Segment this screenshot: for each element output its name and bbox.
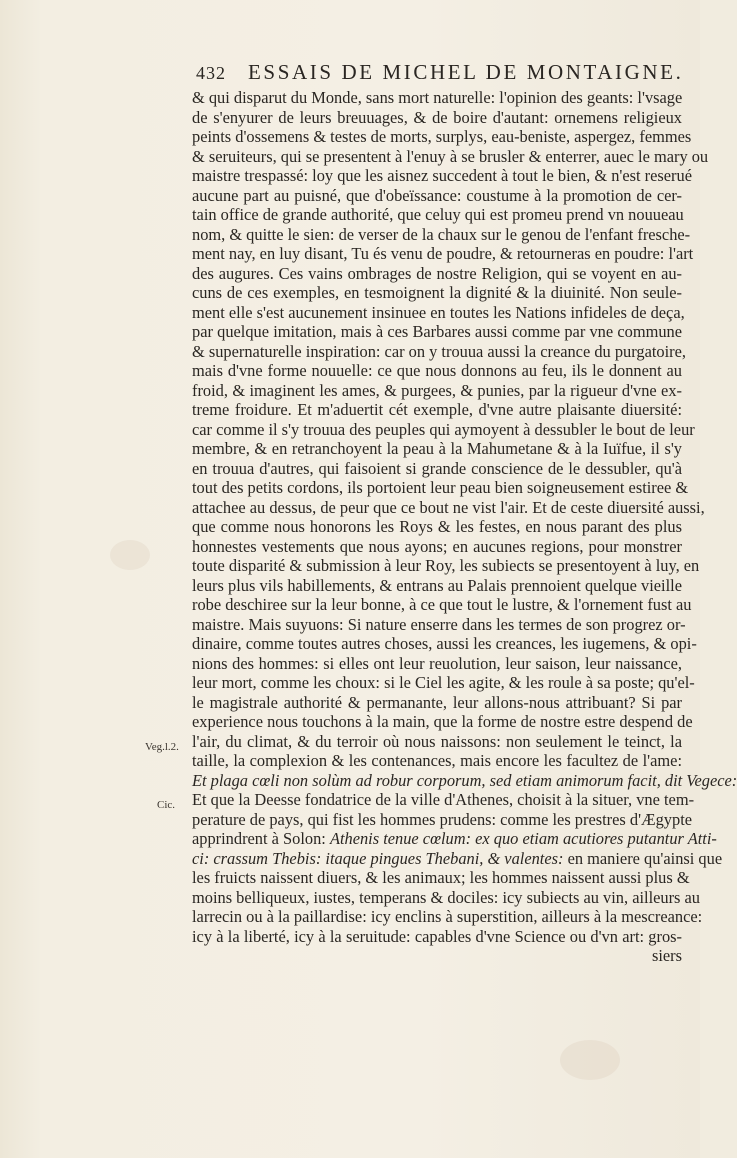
- text-line: peints d'ossemens & testes de morts, surplys, eau-beniste, aspergez, femmes: [192, 127, 692, 146]
- text-line: apprindrent à Solon: Athenis tenue cœlum: ex quo etiam acutiores putantur Atti-: [192, 829, 717, 848]
- text-line: car comme il s'y trouua des peuples qui aymoyent à dessubler le bout de leur: [192, 419, 695, 439]
- text-line: toute disparité & submission à leur Roy, les subiects se presentoyent à luy, en: [192, 556, 700, 575]
- page-header: [196, 60, 684, 86]
- paper-stain: [560, 1040, 620, 1080]
- text-line: icy à la liberté, icy à la seruitude: capables d'vne Science ou d'vn art: gros-: [192, 926, 682, 946]
- text-line: membre, & en retranchoyent la peau à la Mahumetane & à la Iuïfue, il s'y: [192, 439, 682, 458]
- text-line: leurs plus vils habillements, & entrans au Palais prennoient quelque vieille: [192, 575, 682, 595]
- text-line: maistre trespassé: loy que les aisnez succedent à tout le bien, & n'est reserué: [192, 166, 692, 185]
- text-line: mais d'vne forme nouuelle: ce que nous donnons au feu, ils le donnent au: [192, 361, 682, 380]
- text-line: froid, & imaginent les ames, & purgees, & punies, par la rigueur d'vne ex-: [192, 380, 682, 400]
- text-line: les fruicts naissent diuers, & les animaux; les hommes naissent aussi plus &: [192, 868, 690, 887]
- text-line: des augures. Ces vains ombrages de nostre Religion, qui se voyent en au-: [192, 263, 682, 283]
- text-line: dinaire, comme toutes autres choses, aussi les creances, les iugemens, & opi-: [192, 634, 697, 653]
- text-line: ment nay, en luy disant, Tu és venu de poudre, & retourneras en poudre: l'art: [192, 244, 694, 263]
- paper-stain: [110, 540, 150, 570]
- text-line: & seruiteurs, qui se presentent à l'enuy à se brusler & enterrer, auec le mary ou: [192, 146, 709, 166]
- text-line: ment elle s'est aucunement insinuee en toutes les Nations infideles de deça,: [192, 302, 685, 322]
- text-line: Et que la Deesse fondatrice de la ville d'Athenes, choisit à la situer, vne tem-: [192, 790, 695, 809]
- text-line: Et plaga cœli non solùm ad robur corporum, sed etiam animorum facit, dit Vegece:: [192, 770, 737, 790]
- margin-note: Veg.l.2.: [145, 741, 179, 753]
- text-line: moins belliqueux, iustes, temperans & dociles: icy subiects au vin, ailleurs au: [192, 887, 701, 907]
- running-title: ESSAIS DE MICHEL DE MONTAIGNE.: [248, 60, 684, 84]
- text-line: nions des hommes: si elles ont leur reuolution, leur saison, leur naissance,: [192, 653, 682, 673]
- text-line: & qui disparut du Monde, sans mort naturelle: l'opinion des geants: l'vsage: [192, 88, 683, 107]
- text-line: siers: [651, 946, 682, 965]
- text-line: que comme nous honorons les Roys & les festes, en nous parant des plus: [192, 517, 682, 536]
- text-line: de s'enyurer de leurs breuuages, & de boire d'autant: ornemens religieux: [192, 107, 682, 127]
- text-line: & supernaturelle inspiration: car on y trouua aussi la creance du purgatoire,: [192, 341, 686, 361]
- body-text: [192, 88, 737, 966]
- text-line: attachee au dessus, de peur que ce bout ne vist l'air. Et de ceste diuersité aussi,: [192, 497, 705, 517]
- text-line: taille, la complexion & les contenances, mais encore les facultez de l'ame:: [192, 751, 682, 770]
- page-number: 432: [196, 63, 226, 83]
- text-line: honnestes vestements que nous ayons; en aucunes regions, pour monstrer: [192, 536, 682, 556]
- text-line: tout des petits cordons, ils portoient leur peau bien soigneusement estiree &: [192, 478, 689, 497]
- text-line: en trouua d'autres, qui faisoient si grande conscience de le dessubler, qu'à: [192, 458, 682, 478]
- text-line: l'air, du climat, & du terroir où nous naissons: non seulement le teinct, la: [192, 731, 682, 751]
- text-line: leur mort, comme les choux: si le Ciel les agite, & les roule à sa poste; qu'el-: [192, 673, 695, 692]
- text-line: cuns de ces exemples, en tesmoignent la dignité & la diuinité. Non seule-: [192, 283, 682, 302]
- text-line: ci: crassum Thebis: itaque pingues Thebani, & valentes: en maniere qu'ainsi que: [192, 848, 723, 868]
- text-line: larrecin ou à la paillardise: icy enclins à superstition, ailleurs à la mescreance:: [192, 907, 703, 926]
- text-line: tain office de grande authorité, que celuy qui est promeu prend vn nouueau: [192, 205, 684, 224]
- text-line: treme froidure. Et m'aduertit cét exemple, d'vne autre plaisante diuersité:: [192, 400, 682, 419]
- text-line: experience nous touchons à la main, que la forme de nostre estre despend de: [192, 712, 693, 731]
- text-line: aucune part au puisné, que d'obeïssance: coustume à la promotion de cer-: [192, 185, 682, 205]
- text-line: le magistrale authorité & permanante, leur allons-nous attribuant? Si par: [192, 692, 682, 712]
- text-line: maistre. Mais suyuons: Si nature enserre dans les termes de son progrez or-: [192, 614, 686, 634]
- text-line: robe deschiree sur la leur bonne, à ce que tout le lustre, & l'ornement fust au: [192, 595, 692, 614]
- text-line: nom, & quitte le sien: de verser de la chaux sur le genou de l'enfant fresche-: [192, 224, 691, 244]
- text-line: par quelque imitation, mais à ces Barbares aussi comme par vne commune: [192, 322, 682, 341]
- margin-note: Cic.: [157, 799, 176, 811]
- text-line: perature de pays, qui fist les hommes prudens: comme les prestres d'Ægypte: [192, 809, 693, 829]
